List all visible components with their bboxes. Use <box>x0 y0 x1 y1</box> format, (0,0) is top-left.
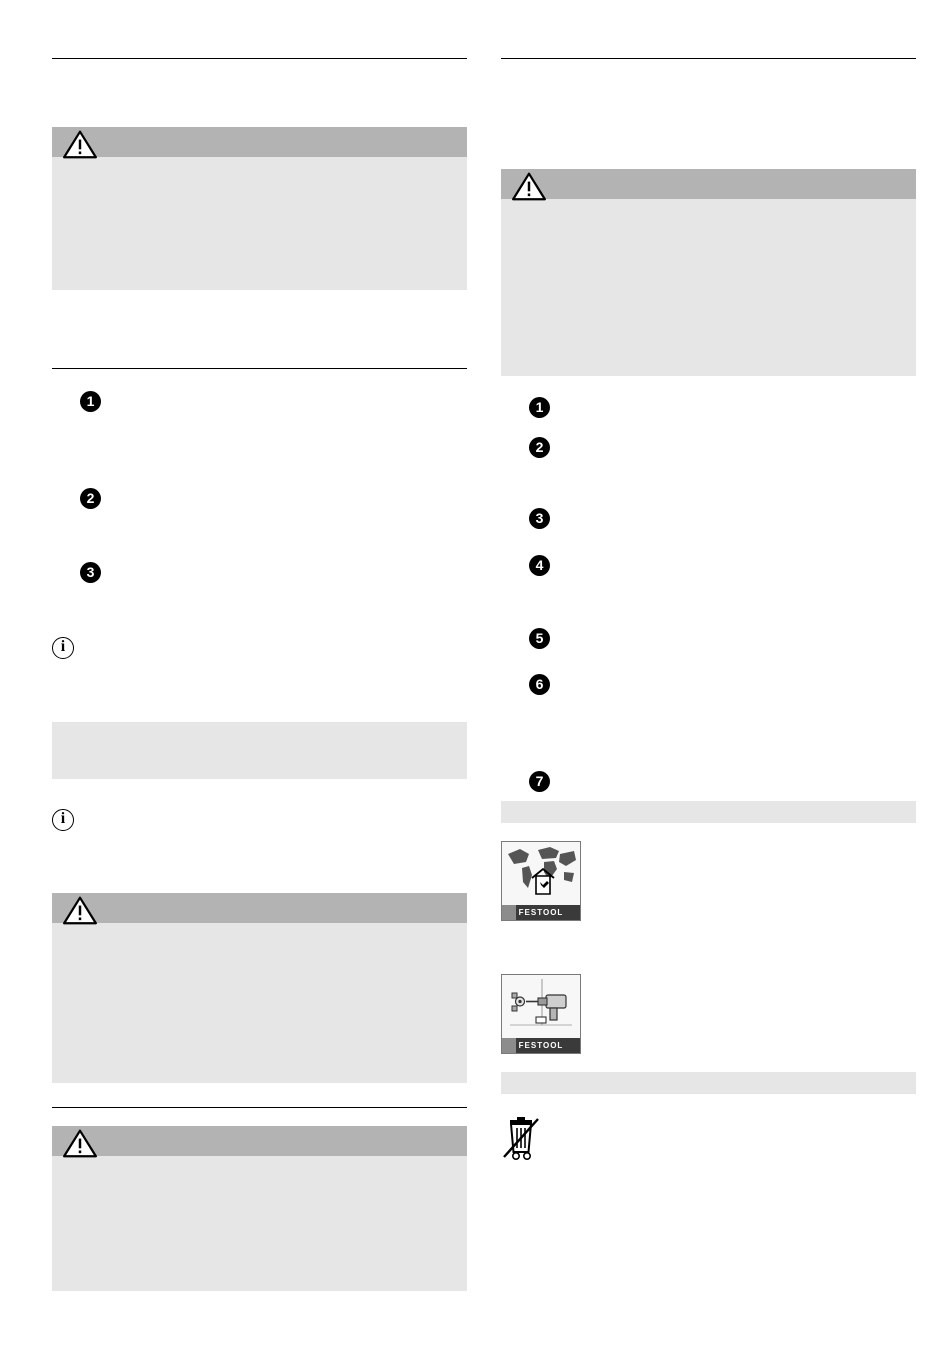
list-item <box>529 674 550 695</box>
brand-swatch <box>502 905 516 920</box>
list-item <box>529 397 550 418</box>
list-item <box>80 391 101 412</box>
left-warning-2-body <box>52 923 467 1083</box>
left-warning-3-body <box>52 1156 467 1291</box>
right-warning-box-1 <box>501 169 916 376</box>
step-number-badge: 6 <box>529 674 550 695</box>
step-number-badge: 1 <box>529 397 550 418</box>
step-number-badge: 5 <box>529 628 550 649</box>
list-item <box>529 628 550 649</box>
left-warning-1-body <box>52 157 467 290</box>
list-item <box>529 555 550 576</box>
info-circle-icon <box>52 809 74 831</box>
brand-bar <box>502 1038 580 1053</box>
step-number-badge: 4 <box>529 555 550 576</box>
brand-bar <box>502 905 580 920</box>
right-warning-1-body <box>501 199 916 376</box>
list-item <box>529 508 550 529</box>
world-map-with-house-and-wrench-icon <box>502 842 580 905</box>
warning-triangle-icon <box>62 1128 98 1158</box>
step-number-badge: 7 <box>529 771 550 792</box>
left-warning-box-2 <box>52 893 467 1083</box>
left-grey-note-box <box>52 722 467 779</box>
info-circle-icon <box>52 637 74 659</box>
right-warning-1-header <box>501 169 916 199</box>
drill-and-accessories-icon <box>502 975 580 1038</box>
step-number-badge: 2 <box>80 488 101 509</box>
brand-swatch <box>502 1038 516 1053</box>
left-warning-3-header <box>52 1126 467 1156</box>
disposal-section-header <box>501 1072 916 1094</box>
world-service-pictogram <box>501 841 581 921</box>
crossed-out-wheelie-bin-icon <box>501 1116 541 1162</box>
left-numbered-steps <box>52 369 467 579</box>
left-warning-box-3 <box>52 1126 467 1291</box>
warning-triangle-icon <box>62 129 98 159</box>
warning-triangle-icon <box>62 895 98 925</box>
accessories-pictogram <box>501 974 581 1054</box>
list-item <box>529 771 550 792</box>
accessories-art <box>502 975 580 1038</box>
list-item <box>529 437 550 458</box>
world-map-art <box>502 842 580 905</box>
left-warning-2-header <box>52 893 467 923</box>
warning-triangle-icon <box>511 171 547 201</box>
list-item <box>80 488 101 509</box>
right-numbered-steps <box>501 376 916 801</box>
step-number-badge: 2 <box>529 437 550 458</box>
left-warning-box-1 <box>52 127 467 290</box>
left-column <box>52 0 467 1291</box>
service-section-header <box>501 801 916 823</box>
brand-label: FESTOOL <box>518 1041 564 1050</box>
step-number-badge: 3 <box>80 562 101 583</box>
right-column <box>501 0 916 1167</box>
step-number-badge: 3 <box>529 508 550 529</box>
brand-label: FESTOOL <box>518 908 564 917</box>
list-item <box>80 562 101 583</box>
step-number-badge: 1 <box>80 391 101 412</box>
left-warning-1-header <box>52 127 467 157</box>
